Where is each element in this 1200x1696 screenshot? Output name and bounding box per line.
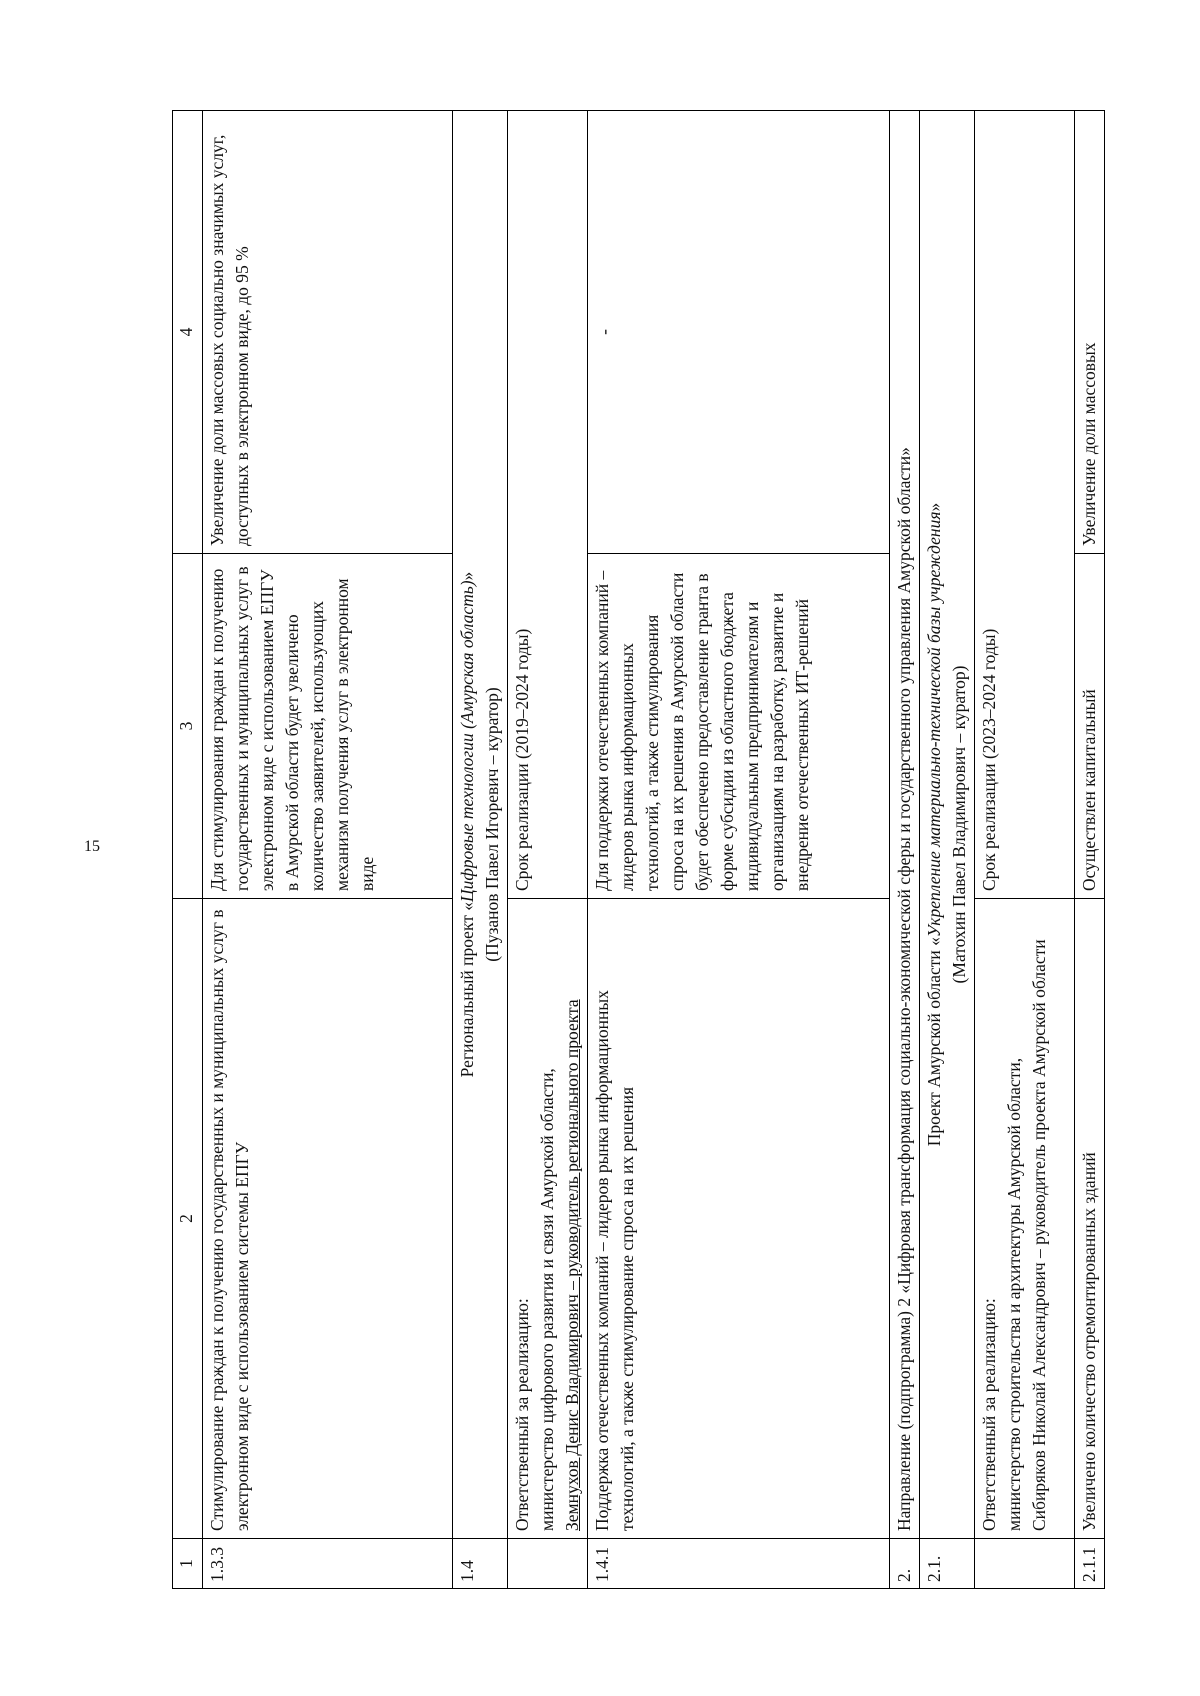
implementation-term: Срок реализации (2023–2024 годы) <box>975 111 1075 899</box>
project-title-suffix: » <box>924 502 944 512</box>
row-number: 1.4.1 <box>588 1539 890 1589</box>
measure-description: Для стимулирования граждан к получению государственных и муниципальных услуг в электронном виде с использованием ЕПГУ в Амурской области будет увеличено количество заявителей, использующих механизм получения услуг в электронном виде <box>203 554 453 899</box>
project-title <box>920 111 975 1539</box>
measure-result <box>588 111 890 554</box>
direction-title: Направление (подпрограмма) 2 «Цифровая трансформация социально-экономической сферы и государственного управления Амурской области» <box>890 111 920 1539</box>
responsible-info <box>508 899 588 1539</box>
measure-description: Для поддержки отечественных компаний – лидеров рынка информационных технологий, а также стимулирования спроса на их решения в Амурской области будет обеспечено предоставление гранта в форме субсидии из областного бюджета индивидуальным предпринимателям и организациям на разработку, развитие и внедрение отечественных ИТ-решений <box>588 554 890 899</box>
measure-name: Стимулирование граждан к получению государственных и муниципальных услуг в электронном виде с использованием системы ЕПГУ <box>203 899 453 1539</box>
project-title-prefix: Проект Амурской области « <box>924 937 944 1147</box>
project-row-2-1 <box>920 111 975 1589</box>
row-number: 2.1.1 <box>1075 1539 1105 1589</box>
row-number: 1.4 <box>453 1539 508 1589</box>
project-curator: (Пузанов Павел Игоревич – куратор) <box>482 687 502 962</box>
project-curator: (Матохин Павел Владимирович – куратор) <box>949 665 969 984</box>
responsible-head: Сибиряков Николай Александрович – руководитель проекта Амурской области <box>1029 939 1049 1531</box>
project-title-prefix: Региональный проект « <box>457 902 477 1078</box>
responsible-info <box>975 899 1075 1539</box>
rotated-table-container <box>172 111 1099 1589</box>
page-number: 15 <box>84 838 100 855</box>
measure-name: Увеличено количество отремонтированных зданий <box>1075 899 1105 1539</box>
measure-name: Поддержка отечественных компаний – лидеров рынка информационных технологий, а также стимулирование спроса на их решения <box>588 899 890 1539</box>
empty-dash: - <box>594 329 614 335</box>
measures-table <box>172 110 1105 1589</box>
empty-cell <box>975 1539 1075 1589</box>
row-number: 2. <box>890 1539 920 1589</box>
row-number: 2.1. <box>920 1539 975 1589</box>
responsible-ministry: министерство цифрового развития и связи Амурской области, <box>537 1068 557 1531</box>
direction-row-2 <box>890 111 920 1589</box>
responsible-ministry: министерство строительства и архитектуры Амурской области, <box>1004 1057 1024 1531</box>
project-title-name: Цифровые технологии (Амурская область) <box>457 580 477 902</box>
responsible-label: Ответственный за реализацию: <box>979 1298 999 1531</box>
responsible-label: Ответственный за реализацию: <box>512 1298 532 1531</box>
header-col-1: 1 <box>173 1539 203 1589</box>
row-number: 1.3.3 <box>203 1539 453 1589</box>
project-row-1-4 <box>453 111 508 1589</box>
header-col-2: 2 <box>173 899 203 1539</box>
measure-result: Увеличение доли массовых <box>1075 111 1105 554</box>
responsible-row-1-4 <box>508 111 588 1589</box>
header-col-4: 4 <box>173 111 203 554</box>
measure-result: Увеличение доли массовых социально значимых услуг, доступных в электронном виде, до 95 % <box>203 111 453 554</box>
measure-description: Осуществлен капитальный <box>1075 554 1105 899</box>
empty-cell <box>508 1539 588 1589</box>
table-row-2-1-1 <box>1075 111 1105 1589</box>
project-title-suffix: » <box>457 571 477 581</box>
project-title-name: Укрепление материально-технической базы учреждения <box>924 511 944 938</box>
table-row-1-3-3 <box>203 111 453 1589</box>
project-title <box>453 111 508 1539</box>
header-row <box>173 111 203 1589</box>
header-col-3: 3 <box>173 554 203 899</box>
table-row-1-4-1 <box>588 111 890 1589</box>
responsible-head: Земнухов Денис Владимирович – руководитель регионального проекта <box>562 999 582 1531</box>
responsible-row-2-1 <box>975 111 1075 1589</box>
implementation-term: Срок реализации (2019–2024 годы) <box>508 111 588 899</box>
